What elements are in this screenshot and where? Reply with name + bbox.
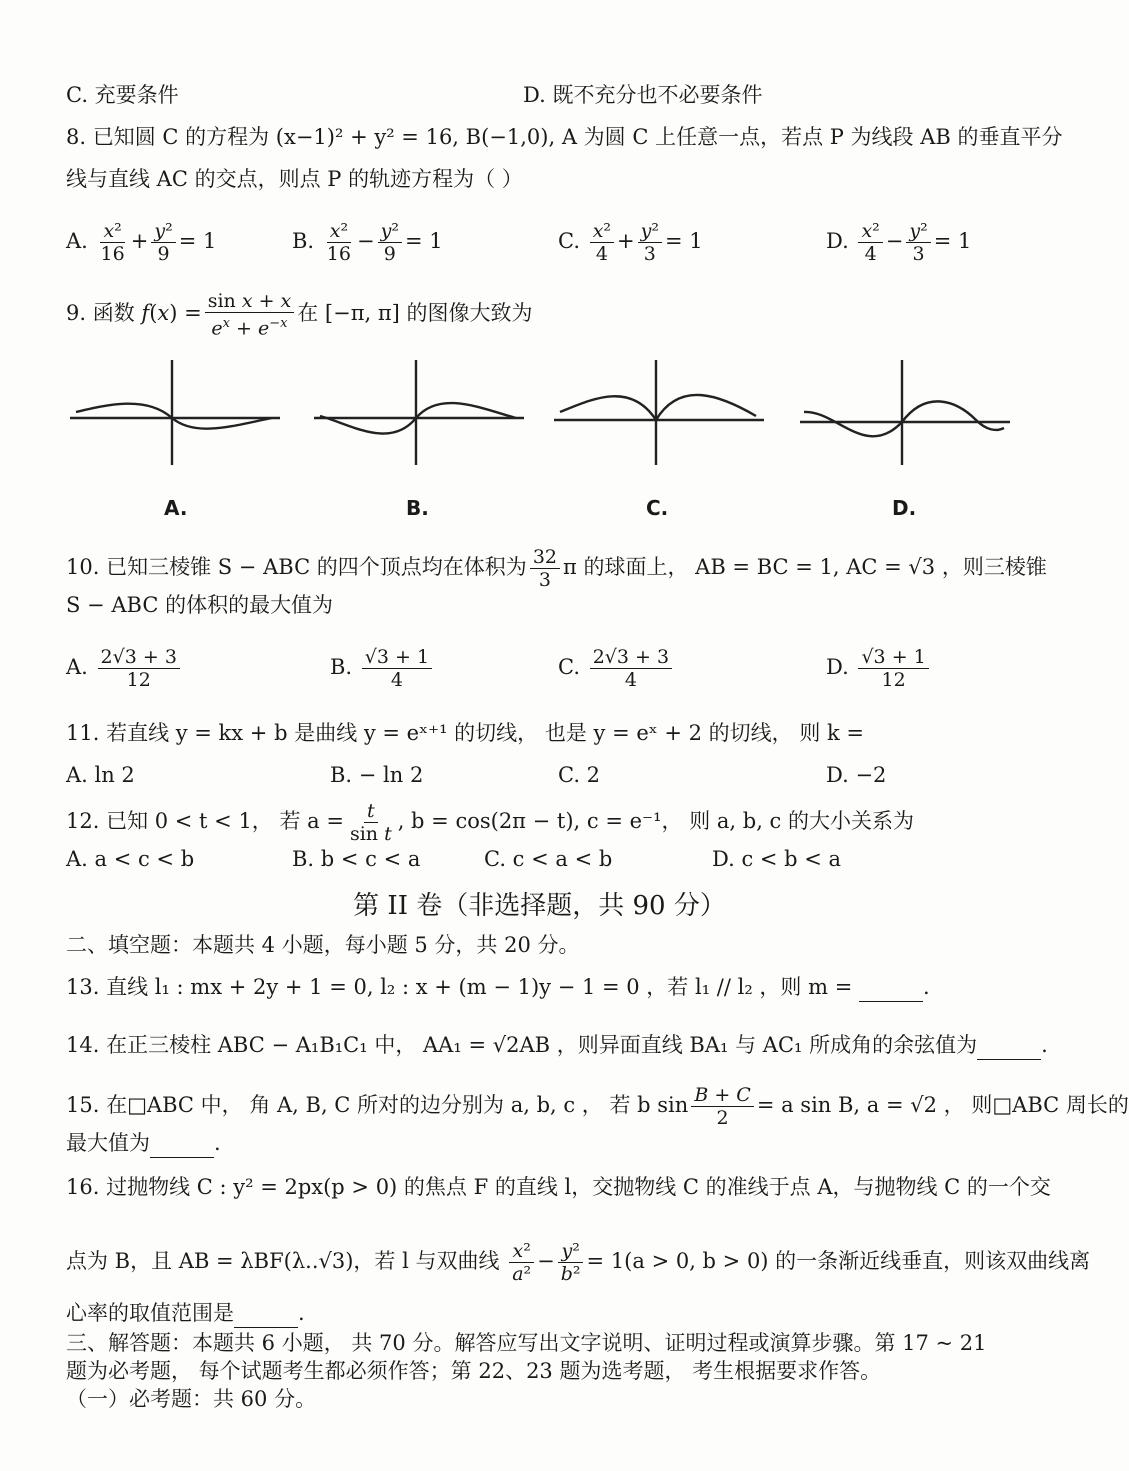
- section3-line3: （一）必考题：共 60 分。: [66, 1387, 317, 1411]
- q16-answer-blank[interactable]: [234, 1305, 298, 1328]
- q15-stem: 15. 在□ABC 中， 角 A, B, C 所对的边分别为 a, b, c ， 若 b sin $\frac{B + C}{2}$ = a sin B, a = √2 ， 则□ABC 周长的: [66, 1084, 1129, 1129]
- q9-stem: 9. 函数 f(x) = $\frac{\text{sin x + x}}{e^x + e^{-x}}$ 在 [−π, π] 的图像大致为: [66, 290, 533, 340]
- q9-graph-a: [66, 350, 282, 470]
- q9-label-c: C.: [646, 496, 669, 520]
- q14-answer-blank[interactable]: [977, 1037, 1041, 1060]
- q9-graph-d: [796, 350, 1012, 470]
- q10-line2: S − ABC 的体积的最大值为: [66, 593, 334, 617]
- q9-graph-b: [310, 350, 526, 470]
- section3-line2: 题为必考题， 每个试题考生都必须作答；第 22、23 题为选考题， 考生根据要求作答。: [66, 1359, 882, 1383]
- section2-header: 二、填空题：本题共 4 小题，每小题 5 分，共 20 分。: [66, 933, 580, 957]
- q16-line1: 16. 过抛物线 C : y² = 2px(p > 0) 的焦点 F 的直线 l，交抛物线 C 的准线于点 A，与抛物线 C 的一个交: [66, 1175, 1051, 1199]
- q12-option-a: A. a < c < b: [66, 847, 195, 871]
- q8-option-b: B. $\frac{\text{x²}}{16}$ − $\frac{\text{y²}}{9}$ = 1: [292, 220, 443, 265]
- q15-line2: 最大值为 .: [66, 1128, 221, 1158]
- q15-answer-blank[interactable]: [150, 1135, 214, 1158]
- q11-option-a: A. ln 2: [66, 763, 135, 787]
- q12-stem: 12. 已知 0 < t < 1， 若 a = $\frac{t}{\text{sin t}}$ , b = cos(2π − t), c = e⁻¹， 则 a, b, c 的大小关系为: [66, 800, 914, 845]
- q7-option-d: D. 既不充分也不必要条件: [523, 83, 763, 107]
- q12-option-d: D. c < b < a: [712, 847, 842, 871]
- q9-label-a: A.: [164, 496, 188, 520]
- q9-label-d: D.: [892, 496, 917, 520]
- section2-title: 第 II 卷（非选择题，共 90 分）: [353, 891, 726, 921]
- q11-option-b: B. − ln 2: [330, 763, 424, 787]
- q10-option-d: D. $\frac{√3 + 1}{12}$: [826, 646, 932, 691]
- q8-option-d: D. $\frac{\text{x²}}{4}$ − $\frac{\text{y²}}{3}$ = 1: [826, 220, 972, 265]
- q9-label-b: B.: [406, 496, 429, 520]
- section3-line1: 三、解答题：本题共 6 小题， 共 70 分。解答应写出文字说明、证明过程或演算步骤。第 17 ~ 21: [66, 1331, 987, 1355]
- q14-stem: 14. 在正三棱柱 ABC − A₁B₁C₁ 中， AA₁ = √2AB ，则异面直线 BA₁ 与 AC₁ 所成角的余弦值为 .: [66, 1030, 1048, 1060]
- q8-line1: 8. 已知圆 C 的方程为 (x−1)² + y² = 16, B(−1,0), A 为圆 C 上任意一点，若点 P 为线段 AB 的垂直平分: [66, 125, 1063, 149]
- q7-option-c: C. 充要条件: [66, 83, 179, 107]
- q11-option-c: C. 2: [558, 763, 601, 787]
- q16-line2: 点为 B，且 AB = λBF(λ..√3)，若 l 与双曲线 $\frac{\text{x²}}{\text{a²}}$ − $\frac{\text{y²}}{\text{b²}}$ = 1(a > 0, b > 0) 的一条渐近线垂直，则该双曲线离: [66, 1240, 1091, 1285]
- q10-option-b: B. $\frac{√3 + 1}{4}$: [330, 646, 435, 691]
- q8-line2: 线与直线 AC 的交点，则点 P 的轨迹方程为（ ）: [66, 167, 523, 191]
- q12-option-c: C. c < a < b: [484, 847, 613, 871]
- q11-option-d: D. −2: [826, 763, 887, 787]
- q11-stem: 11. 若直线 y = kx + b 是曲线 y = eˣ⁺¹ 的切线， 也是 y = eˣ + 2 的切线， 则 k =: [66, 721, 864, 745]
- q12-option-b: B. b < c < a: [292, 847, 421, 871]
- q13-answer-blank[interactable]: [859, 979, 923, 1002]
- q8-option-a: A. $\frac{\text{x²}}{16}$ + $\frac{\text{y²}}{9}$ = 1: [66, 220, 217, 265]
- q13-stem: 13. 直线 l₁ : mx + 2y + 1 = 0, l₂ : x + (m − 1)y − 1 = 0 ，若 l₁ // l₂ ，则 m = .: [66, 972, 930, 1002]
- q10-option-c: C. $\frac{2√3 + 3}{4}$: [558, 646, 675, 691]
- q10-line1: 10. 已知三棱锥 S − ABC 的四个顶点均在体积为 $\frac{32}{3}$ π 的球面上， AB = BC = 1, AC = √3 ，则三棱锥: [66, 546, 1047, 591]
- q8-option-c: C. $\frac{\text{x²}}{4}$ + $\frac{\text{y²}}{3}$ = 1: [558, 220, 703, 265]
- q16-line3: 心率的取值范围是 .: [66, 1298, 305, 1328]
- q10-option-a: A. $\frac{2√3 + 3}{12}$: [66, 646, 183, 691]
- q9-graph-c: [550, 350, 766, 470]
